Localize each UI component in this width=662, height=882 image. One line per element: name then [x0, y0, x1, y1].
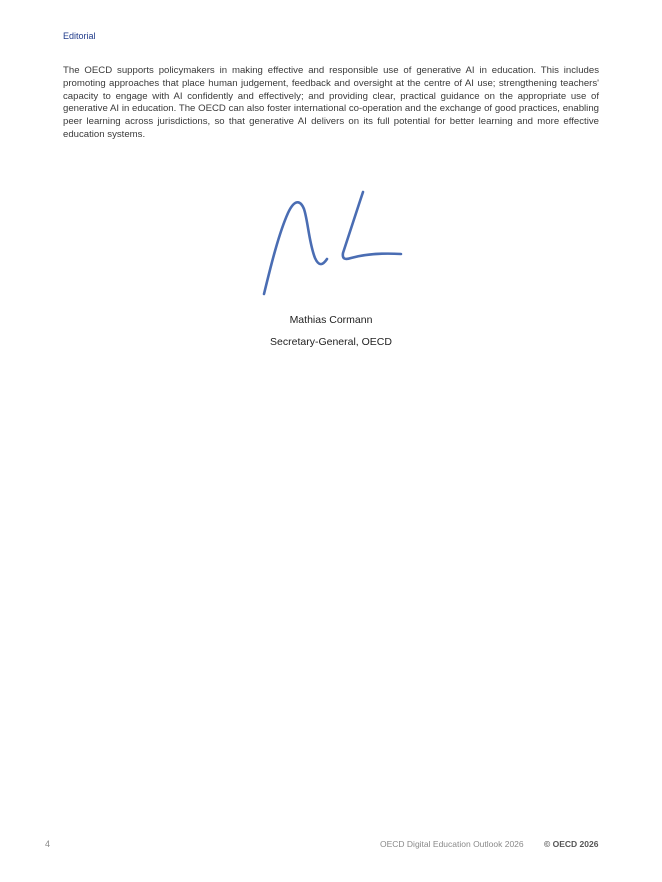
signer-title: Secretary-General, OECD — [270, 336, 392, 348]
signer-name: Mathias Cormann — [289, 314, 373, 326]
section-label: Editorial — [63, 31, 96, 41]
signature-stroke-first — [264, 202, 327, 294]
footer-copyright: © OECD 2026 — [544, 839, 599, 849]
page-number: 4 — [45, 839, 51, 849]
signature-stroke-second — [343, 192, 401, 259]
editorial-paragraph: The OECD supports policymakers in making effective and responsible use of generative AI in education. This includes promoting approaches that place human judgement, feedback and oversight at the centre of AI use; strengthening teachers' capacity to engage with AI confidently and effectively; and providing clear, practical guidance on the appropriate use of generative AI in education. The OECD can also foster international co-operation and the exchange of good practices, enabling peer learning across jurisdictions, so that generative AI delivers on its full potential for better learning and more effective education systems. — [63, 65, 599, 140]
footer-publication-title: OECD Digital Education Outlook 2026 — [380, 839, 524, 849]
handwritten-signature — [255, 185, 415, 303]
